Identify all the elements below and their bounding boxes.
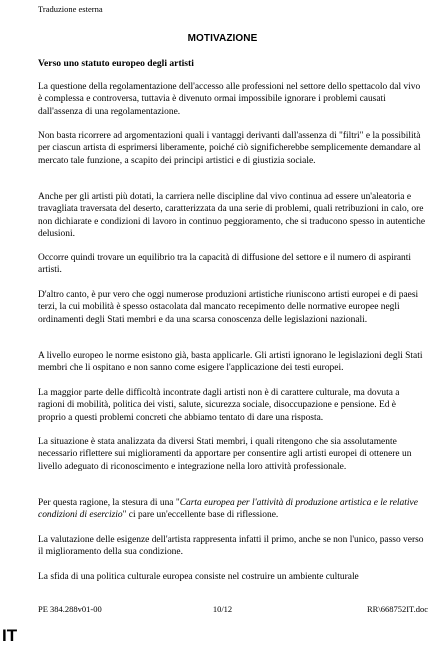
paragraph-5: D'altro canto, è pur vero che oggi numerose produzioni artistiche riuniscono artisti europei e di paesi terzi, la cui mobilità è spesso ostacolata dal mancato recepimento delle normative europee negli ordinamenti degli Stati membri e da una scarsa conoscenza delle legislazioni nazionali. [38, 290, 419, 325]
paragraph-10: La sfida di una politica culturale europea consiste nel costruire un ambiente culturale [38, 572, 359, 582]
section-title: MOTIVAZIONE [187, 33, 258, 44]
paragraph-4: Occorre quindi trovare un equilibrio tra la capacità di diffusione del settore e il numero di aspiranti artisti. [38, 253, 412, 276]
paragraph-8: La situazione è stata analizzata da diversi Stati membri, i quali ritengono che sia assolutamente necessario riflettere sui miglioramenti da apportare per consentire agli artisti europei di ottenere un livello adeguato di riconoscimento e integrazione nella loro attività professionale. [38, 437, 412, 472]
paragraph-9: La valutazione delle esigenze dell'artista rappresenta infatti il primo, anche se non l'unico, passo verso il miglioramento della sua condizione. [38, 535, 424, 558]
paragraph-2: Non basta ricorrere ad argomentazioni quali i vantaggi derivanti dall'assenza di "filtri" e la possibilità per ciascun artista di esprimersi liberamente, poiché ciò significherebbe semplicemente demandare al mercato tale funzione, a scapito dei principi artistici e di giustizia sociale. [38, 131, 421, 166]
paragraph-3: Anche per gli artisti più dotati, la carriera nelle discipline dal vivo continua ad essere un'aleatoria e travagliata traversata del deserto, caratterizzata da una serie di problemi, quali retribuzioni in calo, ore non dichiarate e condizioni di lavoro in continuo peggioramento, che si traducono spesso in autentiche delusioni. [38, 192, 426, 239]
charter-text-after: " ci pare un'eccellente base di riflessione. [122, 510, 279, 521]
paragraph-1: La questione della regolamentazione dell'accesso alle professioni nel settore dello spettacolo dal vivo è complessa e controversa, tuttavia è divenuto ormai impossibile ignorare i problemi causati dall'assenza di una regolamentazione. [38, 82, 421, 117]
paragraph-charter [38, 497, 426, 522]
header-note: Traduzione esterna [38, 4, 103, 14]
section-subtitle: Verso uno statuto europeo degli artisti [38, 58, 194, 69]
language-code: IT [2, 626, 18, 645]
footer-reference: PE 384.288v01-00 [38, 604, 102, 614]
paragraph-6: A livello europeo le norme esistono già, basta applicarle. Gli artisti ignorano le legislazioni degli Stati membri che li ospitano e non sanno come esigere l'applicazione dei testi europei. [38, 351, 423, 374]
footer-filename: RR\668752IT.doc [367, 604, 428, 614]
footer-page-number: 10/12 [212, 604, 233, 614]
charter-title: Carta europea per l'attività di produzione artistica e le relative condizioni di esercizio [38, 498, 418, 521]
paragraph-7: La maggior parte delle difficoltà incontrate dagli artisti non è di carattere culturale, ma dovuta a ragioni di mobilità, politica dei visti, salute, sicurezza sociale, disoccupazione e pensione. Ed è proprio a questi problemi concreti che abbiamo tentato di dare una risposta. [38, 388, 400, 423]
charter-text-before: Per questa ragione, la stesura di una " [38, 498, 180, 508]
